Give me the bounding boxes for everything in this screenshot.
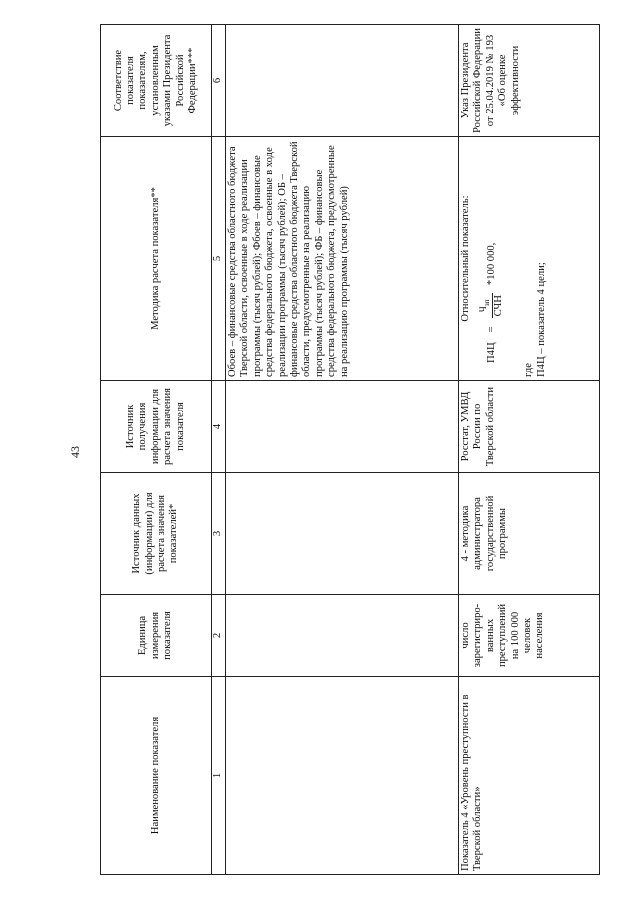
numerator-subscript: зп — [482, 299, 492, 307]
column-number: 6 — [212, 25, 226, 137]
cell-empty — [226, 677, 459, 875]
header-indicator-name: Наименование показателя — [101, 677, 212, 875]
formula-fraction — [478, 289, 505, 322]
method-intro: Относительный показатель: — [460, 195, 471, 322]
cell-empty — [226, 381, 459, 473]
header-unit: Единица измерения показателя — [101, 595, 212, 677]
header-method: Методика расчета показателя** — [101, 137, 212, 381]
column-number: 4 — [212, 381, 226, 473]
column-number: 1 — [212, 677, 226, 875]
formula — [478, 140, 505, 363]
cell-method — [459, 137, 600, 381]
cell-method-continued: Обоев – финансовые средства областного бюджета Тверской области, освоенные в ходе реализации программы (тысяч рублей); Фбоев – финансовые средства федерального бюджета, освоенные в ходе реализации программы (тысяч рублей); ОБ – финансовые средства областного бюджета Тверской области, предусмотренные на реализацию программы (тысяч рублей); ФБ – финансовые средства федерального бюджета, предусмотренные на реализацию программы (тысяч рублей) — [226, 137, 459, 381]
cell-data-source: 4 - методика администратора государственной программы — [459, 473, 600, 595]
page-number: 43 — [68, 446, 82, 458]
formula-lhs: П4Ц — [485, 342, 497, 363]
formula-definition: П4Ц – показатель 4 цели; — [535, 262, 547, 377]
column-number: 3 — [212, 473, 226, 595]
rotated-page-content — [100, 25, 614, 875]
cell-empty — [226, 473, 459, 595]
header-row — [101, 25, 212, 875]
column-number: 2 — [212, 595, 226, 677]
formula-where: где — [523, 363, 535, 377]
formula-equals: = — [485, 326, 497, 333]
cell-empty — [226, 25, 459, 137]
table-row — [459, 25, 600, 875]
cell-indicator-name: Показатель 4 «Уровень преступности в Тверской области» — [459, 677, 600, 875]
header-data-source: Источник данных (информации) для расчета значения показателей* — [101, 473, 212, 595]
cell-info-source: Росстат, УМВД России по Тверской области — [459, 381, 600, 473]
header-decree-compliance: Соответствие показателя показателям, установленным указами Президента Российской Федерации*** — [101, 25, 212, 137]
column-number: 5 — [212, 137, 226, 381]
formula-multiplier: *100 000, — [485, 242, 497, 286]
formula-denominator: СЧН — [493, 295, 505, 317]
cell-empty — [226, 595, 459, 677]
header-info-source: Источник получения информации для расчета значения показателя — [101, 381, 212, 473]
formula-numerator — [478, 293, 493, 318]
cell-decree: Указ Президента Российской Федерации от 25.04.2019 № 193 «Об оценке эффективности — [459, 25, 600, 137]
cell-unit: число зарегистриро-ванных преступлений на 100 000 человек населения — [459, 595, 600, 677]
indicators-table — [100, 24, 600, 875]
table-row — [226, 25, 459, 875]
column-number-row — [212, 25, 226, 875]
numerator-symbol: Ч — [478, 306, 489, 313]
